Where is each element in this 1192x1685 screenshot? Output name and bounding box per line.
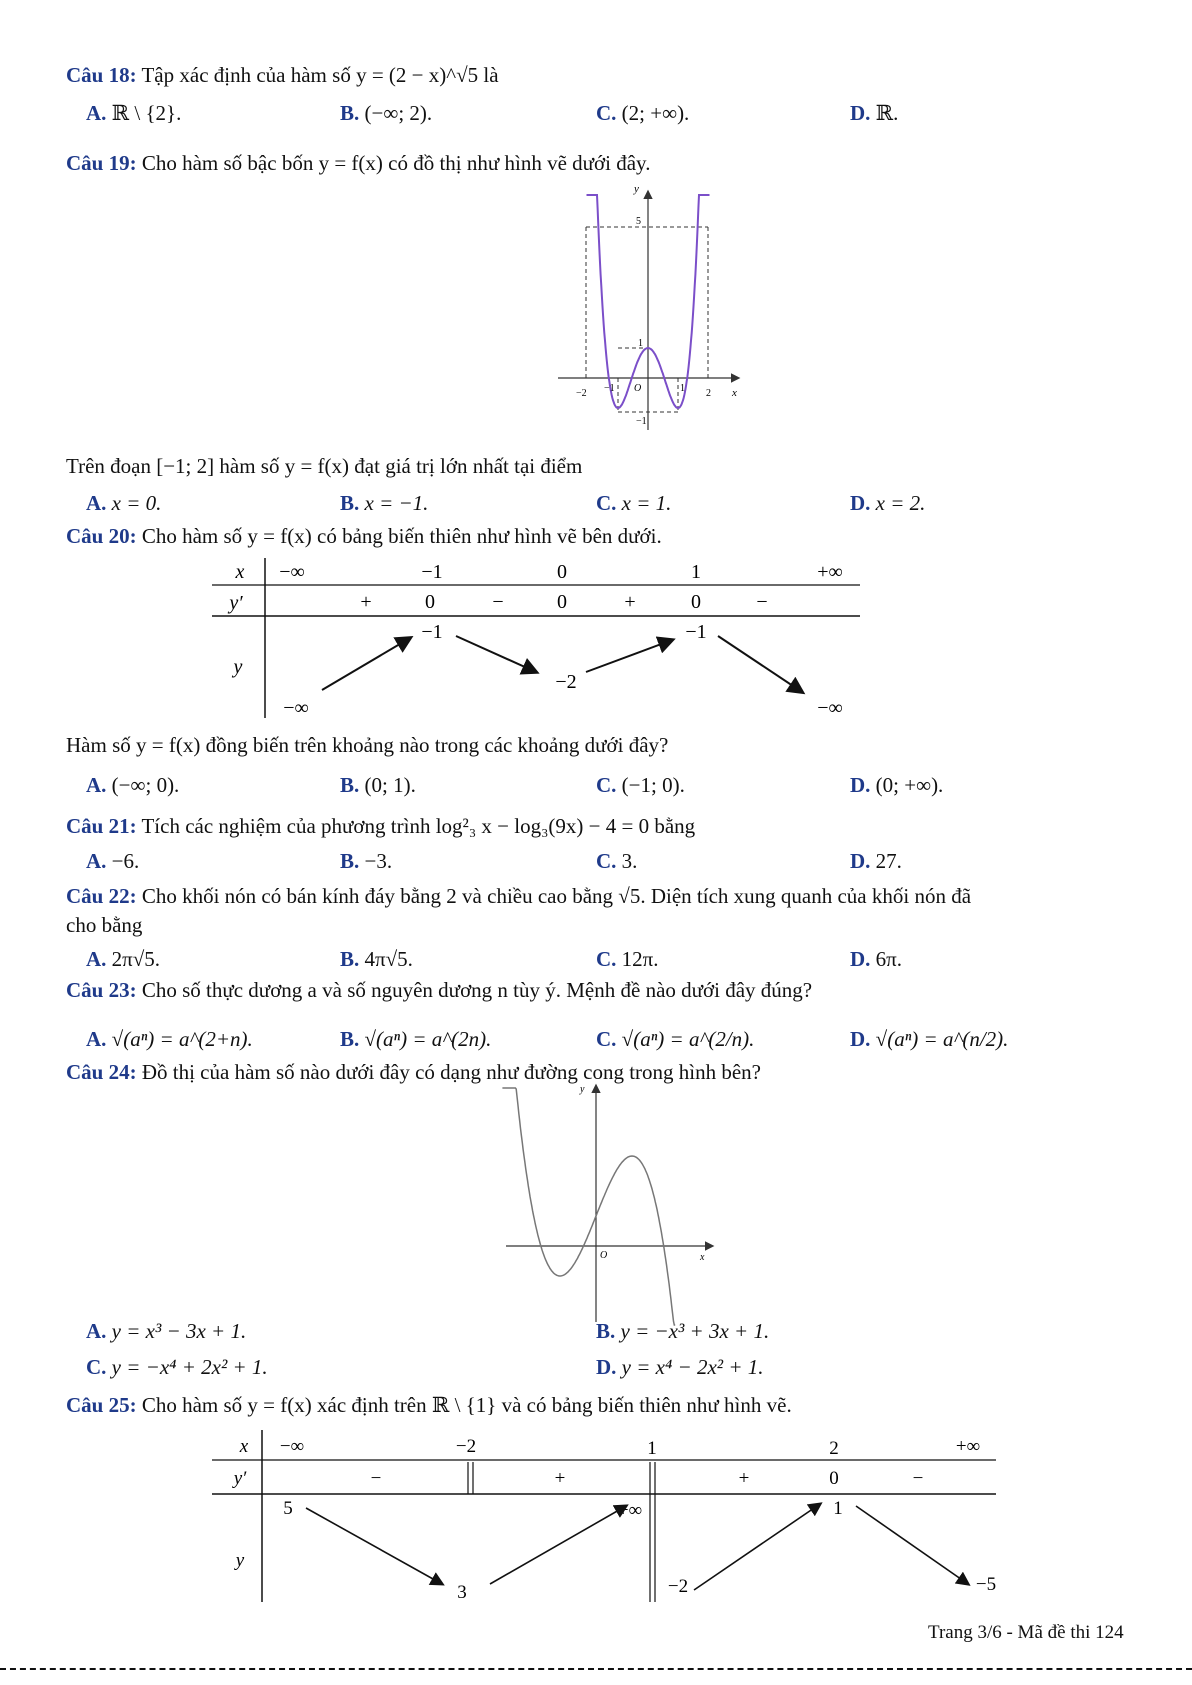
q25-variation-table (210, 1425, 1000, 1605)
q20-arrow (718, 636, 802, 692)
q23-option-b[interactable]: B. √(aⁿ) = a^(2n). (340, 1027, 492, 1051)
q20-sign: + (360, 591, 372, 613)
q25-y-value: −2 (667, 1576, 689, 1597)
q24-y-label: y (580, 1084, 585, 1095)
q20-sign: 0 (691, 591, 701, 613)
q24-label: Câu 24: (66, 1060, 137, 1084)
q20-x-value: −∞ (279, 561, 305, 583)
q25-sign: 0 (829, 1468, 839, 1489)
q20-sign: − (492, 591, 504, 613)
q24-option-c[interactable]: C. y = −x⁴ + 2x² + 1. (86, 1355, 268, 1379)
q20-x-value: 0 (557, 561, 567, 583)
q20-x-value: 1 (691, 561, 701, 583)
q18-option-a[interactable]: A. ℝ \ {2}. (86, 101, 182, 125)
q19-option-b[interactable]: B. x = −1. (340, 491, 429, 515)
q20-x-value: −1 (421, 561, 443, 583)
q20-yp-label: y′ (229, 592, 243, 614)
q25-arrow (306, 1508, 442, 1584)
q20-variation-table (210, 555, 870, 720)
q20-sign: 0 (425, 591, 435, 613)
q20-y-label: y (233, 656, 243, 678)
q19-label: Câu 19: (66, 151, 137, 175)
q24-text: Đồ thị của hàm số nào dưới đây có dạng như đường cong trong hình bên? (141, 1060, 761, 1084)
q18-option-c[interactable]: C. (2; +∞). (596, 101, 690, 125)
q23-text: Cho số thực dương a và số nguyên dương n tùy ý. Mệnh đề nào dưới đây đúng? (141, 978, 813, 1002)
q21-stem (66, 813, 695, 839)
q21-option-c[interactable]: C. 3. (596, 849, 638, 873)
q20-option-c[interactable]: C. (−1; 0). (596, 773, 685, 797)
q22-text: Cho khối nón có bán kính đáy bằng 2 và chiều cao bằng √5. Diện tích xung quanh của khối nón đã (141, 884, 972, 908)
q25-yp-label: y′ (233, 1468, 247, 1489)
q19-label-m1x: −1 (604, 383, 615, 394)
q20-label: Câu 20: (66, 524, 137, 548)
q22-label: Câu 22: (66, 884, 137, 908)
q24-option-d[interactable]: D. y = x⁴ − 2x² + 1. (596, 1355, 764, 1379)
q19-option-c[interactable]: C. x = 1. (596, 491, 672, 515)
q22-stem-continued: cho bằng (66, 913, 143, 937)
q25-y-value: 1 (833, 1498, 843, 1519)
q25-y-label: y (235, 1550, 245, 1571)
q21-label: Câu 21: (66, 814, 137, 838)
q19-x-label: x (732, 387, 737, 399)
q18-stem (66, 62, 499, 88)
q25-y-value: 3 (457, 1582, 467, 1603)
q22-option-a[interactable]: A. 2π√5. (86, 947, 161, 971)
q23-option-d[interactable]: D. √(aⁿ) = a^(n/2). (850, 1027, 1009, 1051)
q20-arrow (586, 640, 672, 672)
q24-x-label: x (700, 1252, 705, 1263)
q19-label-m1: −1 (636, 416, 647, 427)
q24-curve (502, 1088, 675, 1325)
q25-arrow (490, 1506, 626, 1584)
q20-x-label: x (235, 561, 245, 583)
q18-text: Tập xác định của hàm số y = (2 − x)^√5 là (141, 63, 499, 87)
q23-option-a[interactable]: A. √(aⁿ) = a^(2+n). (86, 1027, 253, 1051)
q24-origin-label: O (600, 1250, 608, 1261)
q25-x-value: −2 (455, 1436, 477, 1457)
q18-option-d[interactable]: D. ℝ. (850, 101, 899, 125)
q20-x-value: +∞ (817, 561, 843, 583)
q22-stem (66, 883, 971, 909)
q20-y-value: −∞ (283, 697, 309, 719)
q25-x-value: −∞ (279, 1436, 305, 1457)
q20-y-value: −∞ (817, 697, 843, 719)
q21-option-d[interactable]: D. 27. (850, 849, 902, 873)
page-footer: Trang 3/6 - Mã đề thi 124 (928, 1622, 1124, 1643)
q25-label: Câu 25: (66, 1393, 137, 1417)
q25-x-value: 2 (829, 1438, 839, 1459)
q19-option-a[interactable]: A. x = 0. (86, 491, 162, 515)
q25-y-value: +∞ (617, 1500, 643, 1521)
q25-x-value: 1 (647, 1438, 657, 1459)
q20-arrow (322, 638, 410, 690)
q20-text: Cho hàm số y = f(x) có bảng biến thiên như hình vẽ bên dưới. (141, 524, 662, 548)
q20-y-value: −1 (685, 621, 707, 643)
q19-sub: Trên đoạn [−1; 2] hàm số y = f(x) đạt giá trị lớn nhất tại điểm (66, 454, 583, 478)
q20-sub: Hàm số y = f(x) đồng biến trên khoảng nào trong các khoảng dưới đây? (66, 733, 669, 757)
q25-sign: − (370, 1468, 382, 1489)
q20-y-value: −2 (555, 671, 577, 693)
q20-option-d[interactable]: D. (0; +∞). (850, 773, 944, 797)
q25-stem (66, 1392, 792, 1418)
q25-x-value: +∞ (955, 1436, 981, 1457)
q21-option-b[interactable]: B. −3. (340, 849, 393, 873)
q25-x-label: x (239, 1436, 249, 1457)
q19-graph (548, 180, 748, 440)
q20-option-b[interactable]: B. (0; 1). (340, 773, 416, 797)
q19-stem (66, 150, 650, 176)
q19-label-2x: 2 (706, 388, 711, 399)
q20-sign: − (756, 591, 768, 613)
q19-label-1: 1 (638, 338, 643, 349)
q22-option-c[interactable]: C. 12π. (596, 947, 659, 971)
footer-rule (0, 1668, 1192, 1671)
q24-graph (500, 1082, 720, 1332)
q21-text: Tích các nghiệm của phương trình log²₃ x − log₃(9x) − 4 = 0 bằng (141, 814, 696, 838)
q23-option-c[interactable]: C. √(aⁿ) = a^(2/n). (596, 1027, 755, 1051)
q19-y-label: y (634, 183, 639, 195)
q22-option-b[interactable]: B. 4π√5. (340, 947, 413, 971)
q20-sign: 0 (557, 591, 567, 613)
q23-label: Câu 23: (66, 978, 137, 1002)
q20-y-value: −1 (421, 621, 443, 643)
q19-label-m2: −2 (576, 388, 587, 399)
q20-option-a[interactable]: A. (−∞; 0). (86, 773, 180, 797)
q21-option-a[interactable]: A. −6. (86, 849, 140, 873)
q25-sign: + (738, 1468, 750, 1489)
q22-option-d[interactable]: D. 6π. (850, 947, 903, 971)
q25-sign: + (554, 1468, 566, 1489)
q23-stem (66, 977, 812, 1003)
q25-sign: − (912, 1468, 924, 1489)
q19-option-d[interactable]: D. x = 2. (850, 491, 926, 515)
q20-sign: + (624, 591, 636, 613)
q19-label-O: O (634, 383, 642, 394)
q19-label-1x: 1 (680, 383, 685, 394)
q20-arrow (456, 636, 536, 672)
q19-text: Cho hàm số bậc bốn y = f(x) có đồ thị như hình vẽ dưới đây. (141, 151, 651, 175)
q25-arrow (694, 1504, 820, 1590)
q25-text: Cho hàm số y = f(x) xác định trên ℝ \ {1} và có bảng biến thiên như hình vẽ. (141, 1393, 792, 1417)
q25-y-value: −5 (975, 1574, 997, 1595)
q19-label-5: 5 (636, 216, 641, 227)
q20-stem (66, 523, 662, 549)
q24-option-a[interactable]: A. y = x³ − 3x + 1. (86, 1319, 247, 1343)
q18-option-b[interactable]: B. (−∞; 2). (340, 101, 433, 125)
q18-label: Câu 18: (66, 63, 137, 87)
q25-arrow (856, 1506, 968, 1584)
q25-y-value: 5 (283, 1498, 293, 1519)
q24-option-b[interactable]: B. y = −x³ + 3x + 1. (596, 1319, 770, 1343)
